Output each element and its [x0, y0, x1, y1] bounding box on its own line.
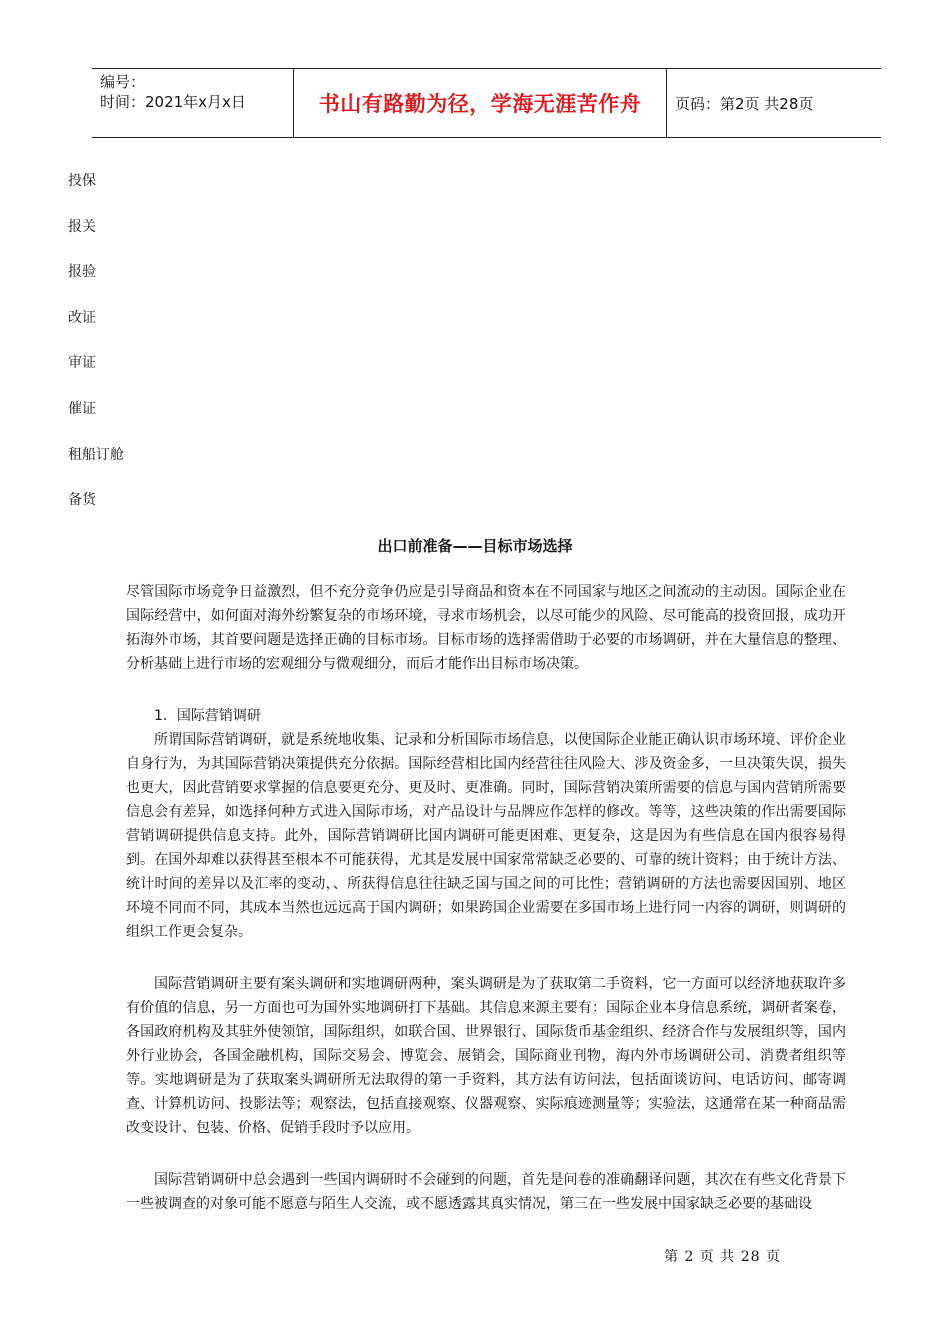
list-item: 催证 [68, 400, 96, 417]
header-page-info: 页码：第2页 共28页 [675, 94, 814, 113]
list-item: 报验 [68, 264, 96, 281]
header-meta [100, 72, 290, 112]
list-item: 备货 [68, 492, 96, 509]
body-paragraph: 国际营销调研主要有案头调研和实地调研两种，案头调研是为了获取第二手资料，它一方面可以经济地获取许多有价值的信息，另一方面也可为国外实地调研打下基础。其信息来源主要有：国际企业本身信息系统，调研者案卷，各国政府机构及其驻外使领馆，国际组织，如联合国、世界银行、国际货币基金组织、经济合作与发展组织等，国内外行业协会，各国金融机构，国际交易会、博览会、展销会，国际商业刊物，海内外市场调研公司、消费者组织等等。实地调研是为了获取案头调研所无法取得的第一手资料，其方法有访问法，包括面谈访问、电话访问、邮寄调查、计算机访问、投影法等；观察法，包括直接观察、仪器观察、实际痕迹测量等；实验法，这通常在某一种商品需改变设计、包装、价格、促销手段时予以应用。 [126, 976, 846, 1136]
body-paragraph: 国际营销调研中总会遇到一些国内调研时不会碰到的问题，首先是问卷的准确翻译问题，其次在有些文化背景下一些被调查的对象可能不愿意与陌生人交流，或不愿透露其真实情况，第三在一些发展中国家缺乏必要的基础设 [126, 1172, 846, 1212]
list-item: 租船订舱 [68, 446, 124, 463]
body-paragraph: 所谓国际营销调研，就是系统地收集、记录和分析国际市场信息，以使国际企业能正确认识市场环境、评价企业自身行为，为其国际营销决策提供充分依据。国际经营相比国内经营往往风险大、涉及资金多，一旦决策失误，损失也更大，因此营销要求掌握的信息要更充分、更及时、更准确。同时，国际营销决策所需要的信息与国内营销所需要信息会有差异，如选择何种方式进入国际市场，对产品设计与品牌应作怎样的修改。等等，这些决策的作出需要国际营销调研提供信息支持。此外，国际营销调研比国内调研可能更困难、更复杂，这是因为有些信息在国内很容易得到。在国外却难以获得甚至根本不可能获得，尤其是发展中国家常常缺乏必要的、可靠的统计资料；由于统计方法、统计时间的差异以及汇率的变动，、所获得信息往往缺乏国与国之间的可比性；营销调研的方法也需要因国别、地区环境不同而不同，其成本当然也远远高于国内调研；如果跨国企业需要在多国市场上进行同一内容的调研，则调研的组织工作更会复杂。 [126, 732, 846, 940]
intro-paragraph: 尽管国际市场竞争日益激烈，但不充分竞争仍应是引导商品和资本在不同国家与地区之间流动的主动因。国际企业在国际经营中，如何面对海外纷繁复杂的市场环境，寻求市场机会，以尽可能少的风险、尽可能高的投资回报，成功开拓海外市场，其首要问题是选择正确的目标市场。目标市场的选择需借助于必要的市场调研，并在大量信息的整理、分析基础上进行市场的宏观细分与微观细分，而后才能作出目标市场决策。 [126, 584, 846, 672]
time-label: 时间：2021年x月x日 [100, 93, 246, 111]
code-label: 编号： [100, 73, 146, 91]
header-motto: 书山有路勤为径，学海无涯苦作舟 [318, 92, 642, 116]
section-heading: 1．国际营销调研 [154, 708, 261, 724]
header-divider [666, 69, 667, 137]
header-table [92, 68, 881, 138]
page-title: 出口前准备——目标市场选择 [377, 537, 573, 555]
page-footer: 第 2 页 共 28 页 [664, 1249, 781, 1265]
list-item: 投保 [68, 173, 96, 189]
list-item: 报关 [68, 218, 96, 235]
export-flow-list [68, 170, 124, 535]
list-item: 改证 [68, 309, 96, 326]
list-item: 审证 [68, 355, 96, 372]
